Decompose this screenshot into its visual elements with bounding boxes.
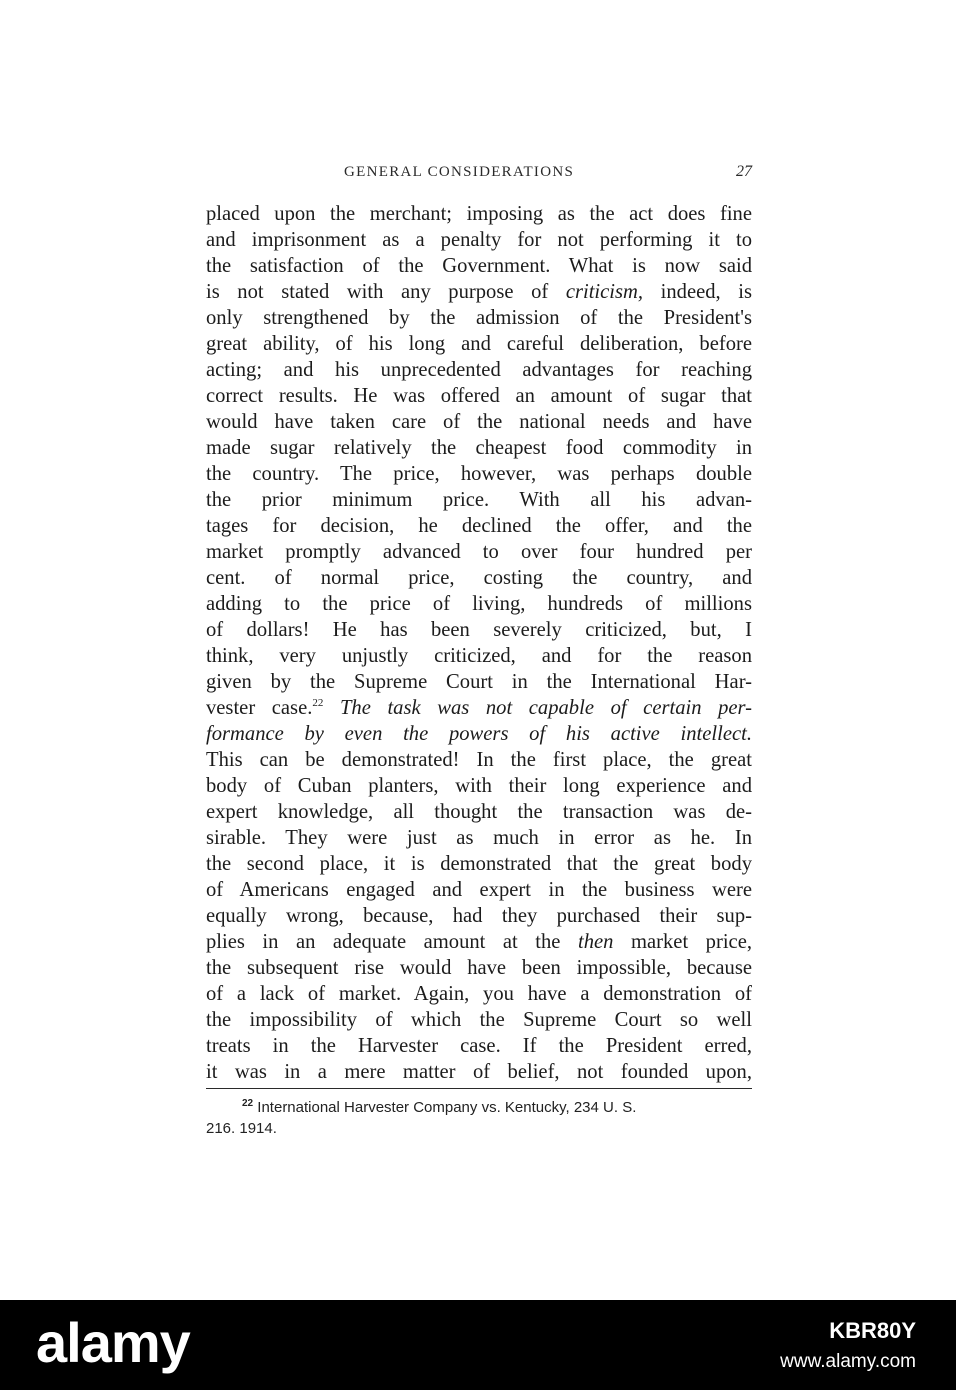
footnote-mark: 22	[242, 1098, 254, 1109]
text-line: the satisfaction of the Government. What is now said	[206, 255, 752, 277]
text-line: plies in an adequate amount at the then market price,	[206, 931, 752, 953]
site-url: www.alamy.com	[780, 1351, 916, 1372]
text-line: the second place, it is demonstrated that the great body	[206, 853, 752, 875]
footnote-reference: 22	[312, 697, 324, 710]
running-title: GENERAL CONSIDERATIONS	[344, 164, 575, 180]
text-line: the prior minimum price. With all his advan-	[206, 489, 752, 511]
footnote-line: $^{22}$ International Harvester Company vs. Kentucky, 234 U. S.	[242, 1098, 637, 1116]
footnote-rule	[206, 1088, 752, 1089]
text-line: the subsequent rise would have been impossible, because	[206, 957, 752, 979]
image-id: KBR80Y	[829, 1318, 916, 1343]
text-line: treats in the Harvester case. If the President erred,	[206, 1035, 752, 1057]
footnote-line: 216. 1914.	[206, 1120, 277, 1137]
text-line: the impossibility of which the Supreme Court so well	[206, 1009, 752, 1031]
text-line: of Americans engaged and expert in the business were	[206, 879, 752, 901]
text-line: placed upon the merchant; imposing as the act does fine	[206, 203, 752, 225]
text-line: of dollars! He has been severely criticized, but, I	[206, 619, 752, 641]
footnote	[206, 1097, 752, 1139]
emphasis: criticism,	[565, 281, 644, 303]
text-line: given by the Supreme Court in the International Har-	[206, 671, 752, 693]
text-line: body of Cuban planters, with their long experience and	[206, 775, 752, 797]
emphasis: then	[577, 931, 614, 953]
watermark-banner	[0, 1300, 956, 1390]
text-line: the country. The price, however, was perhaps double	[206, 463, 752, 485]
text-line: equally wrong, because, had they purchased their sup-	[206, 905, 752, 927]
text-line: adding to the price of living, hundreds of millions	[206, 593, 752, 615]
text-line: only strengthened by the admission of the President's	[206, 307, 752, 329]
text-line: would have taken care of the national needs and have	[206, 411, 752, 433]
text-line: is not stated with any purpose of criticism, indeed, is	[206, 281, 752, 303]
text-line: think, very unjustly criticized, and for the reason	[206, 645, 752, 667]
text-line: This can be demonstrated! In the first place, the great	[206, 749, 752, 771]
text-line: tages for decision, he declined the offer, and the	[206, 515, 752, 537]
text-line: correct results. He was offered an amount of sugar that	[206, 385, 752, 407]
text-line: great ability, of his long and careful deliberation, before	[206, 333, 752, 355]
text-line: it was in a mere matter of belief, not founded upon,	[206, 1061, 752, 1083]
text-line: market promptly advanced to over four hundred per	[206, 541, 752, 563]
text-line: cent. of normal price, costing the country, and	[206, 567, 752, 589]
text-line: and imprisonment as a penalty for not performing it to	[206, 229, 752, 251]
emphasis: The task was not capable of certain per-	[339, 697, 753, 719]
body-text	[206, 201, 752, 1085]
running-head	[206, 164, 752, 188]
text-line: formance by even the powers of his active intellect.	[206, 723, 752, 745]
text-line: made sugar relatively the cheapest food commodity in	[206, 437, 752, 459]
text-line: acting; and his unprecedented advantages for reaching	[206, 359, 752, 381]
text-line: vester case.$^{22}$ The task was not capable of certain per-	[206, 697, 753, 719]
text-line: sirable. They were just as much in error as he. In	[206, 827, 752, 849]
page-number: 27	[736, 163, 752, 180]
text-line: expert knowledge, all thought the transaction was de-	[206, 801, 752, 823]
alamy-logo: alamy	[36, 1311, 190, 1374]
text-line: of a lack of market. Again, you have a demonstration of	[206, 983, 752, 1005]
